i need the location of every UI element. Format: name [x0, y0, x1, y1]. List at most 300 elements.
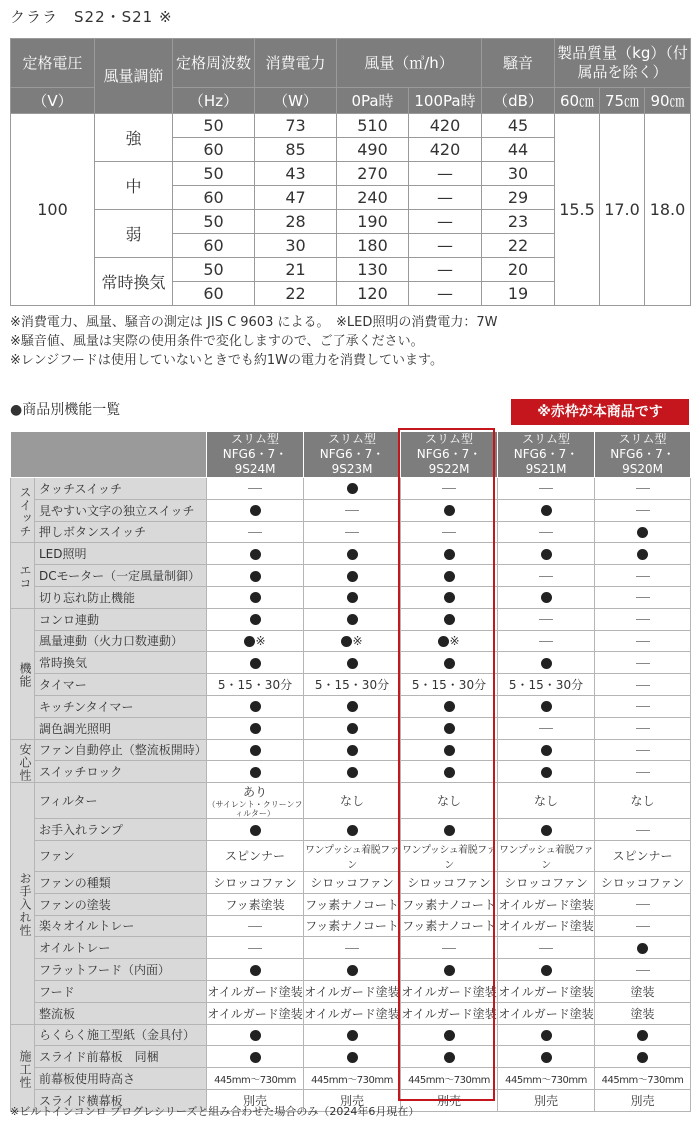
feature-row: [11, 565, 691, 587]
available-dot: [304, 819, 401, 841]
feature-value: [498, 915, 595, 937]
mode-weak: 弱: [95, 210, 173, 258]
feature-name: 見やすい文字の独立スイッチ: [35, 499, 207, 521]
feature-value-text: フッ素ナノコート: [305, 919, 399, 934]
feature-value-text: 445mm〜730mm: [311, 1075, 393, 1087]
feature-value: [595, 1002, 691, 1024]
available-dot: [207, 565, 304, 587]
feature-row: [11, 980, 691, 1002]
feature-value: [304, 1068, 401, 1090]
feature-value: [401, 840, 498, 871]
feature-value-text: 別売: [630, 1093, 655, 1108]
filled-dot-icon: [250, 549, 261, 560]
dash-icon: [636, 728, 650, 729]
feature-row: [11, 761, 691, 783]
available-dot: [207, 543, 304, 565]
dash-icon: [636, 904, 650, 905]
available-dot: [207, 1024, 304, 1046]
feature-name: キッチンタイマー: [35, 695, 207, 717]
feature-row: [11, 521, 691, 543]
header-weight: 製品質量（kg）（付属品を除く）: [555, 39, 691, 88]
unavailable-dash: [498, 565, 595, 587]
dash-icon: [539, 641, 553, 642]
feature-value-text: オイルガード塗装: [207, 1006, 303, 1021]
filled-dot-icon: [250, 825, 261, 836]
spec-notes: [10, 313, 498, 370]
feature-value: [498, 1089, 595, 1111]
feature-value-text: フッ素ナノコート: [402, 897, 496, 912]
feature-name: フラットフード（内面）: [35, 959, 207, 981]
feature-name: お手入れランプ: [35, 819, 207, 841]
feature-value-text: シロッコファン: [504, 875, 588, 890]
unavailable-dash: [401, 937, 498, 959]
model-type: スリム型: [424, 432, 473, 446]
unit-75cm: 75㎝: [600, 88, 645, 114]
feature-value: [498, 893, 595, 915]
available-dot: [401, 959, 498, 981]
available-dot: [304, 959, 401, 981]
available-dot: [207, 739, 304, 761]
feature-value: [401, 1002, 498, 1024]
dash-icon: [442, 488, 456, 489]
spec-cell: 50: [173, 210, 255, 234]
filled-dot-icon: [541, 1030, 552, 1041]
available-dot: [401, 499, 498, 521]
available-dot: [401, 739, 498, 761]
filled-dot-icon: [250, 1052, 261, 1063]
filled-dot-icon: [444, 592, 455, 603]
available-dot: [498, 761, 595, 783]
filled-dot-icon: [637, 1052, 648, 1063]
model-code: NFG6・7・9S23M: [319, 447, 385, 476]
feature-value: [498, 840, 595, 871]
feature-row: [11, 674, 691, 696]
feature-value-text: シロッコファン: [310, 875, 394, 890]
spec-cell: 510: [337, 114, 409, 138]
dash-icon: [345, 510, 359, 511]
filled-dot-icon: [444, 701, 455, 712]
feature-value: [207, 674, 304, 696]
feature-value-text: なし: [339, 794, 364, 809]
unit-db: （dB）: [482, 88, 555, 114]
feature-value: [595, 871, 691, 893]
dash-icon: [636, 663, 650, 664]
feature-value-text: オイルガード塗装: [304, 984, 400, 999]
spec-cell: 60: [173, 282, 255, 306]
filled-dot-icon: [250, 592, 261, 603]
feature-value-text: スピンナー: [612, 849, 673, 864]
dash-icon: [442, 948, 456, 949]
filled-dot-icon: [541, 745, 552, 756]
spec-table: [10, 38, 691, 306]
filled-dot-icon: [444, 965, 455, 976]
model-type: スリム型: [230, 432, 279, 446]
footnote-mark: ※: [449, 633, 460, 648]
feature-value: [207, 840, 304, 871]
available-dot: [304, 761, 401, 783]
feature-value-text: ワンプッシュ着脱ファン: [305, 844, 399, 871]
feature-value: [595, 1089, 691, 1111]
feature-value: [207, 893, 304, 915]
unit-v: （V）: [11, 88, 95, 114]
available-dot: [304, 695, 401, 717]
feature-row: [11, 652, 691, 674]
unavailable-dash: [595, 674, 691, 696]
current-product-badge: ※赤枠が本商品です: [511, 399, 689, 425]
filled-dot-icon: [541, 658, 552, 669]
unavailable-dash: [304, 937, 401, 959]
feature-value-text: 別売: [242, 1093, 267, 1108]
note-line: ※騒音値、風量は実際の使用条件で変化しますので、ご了承ください。: [10, 334, 424, 349]
unavailable-dash: [401, 478, 498, 500]
footnote-mark: ※: [352, 633, 363, 648]
available-dot: [401, 819, 498, 841]
unit-w: （W）: [255, 88, 337, 114]
category-label: 安心性: [11, 739, 35, 783]
mode-strong: 強: [95, 114, 173, 162]
feature-value-text: 445mm〜730mm: [601, 1075, 684, 1087]
feature-name: 調色調光照明: [35, 717, 207, 739]
feature-value-text: フッ素塗装: [225, 897, 285, 912]
available-dot: [304, 478, 401, 500]
feature-value: [207, 1002, 304, 1024]
feature-name: スイッチロック: [35, 761, 207, 783]
filled-dot-icon: [347, 745, 358, 756]
feature-row: [11, 1046, 691, 1068]
spec-cell: 190: [337, 210, 409, 234]
dash-icon: [539, 488, 553, 489]
filled-dot-icon: [444, 745, 455, 756]
available-dot: [207, 499, 304, 521]
available-dot: [498, 586, 595, 608]
spec-cell: 45: [482, 114, 555, 138]
feature-name: ファン: [35, 840, 207, 871]
feature-row: [11, 739, 691, 761]
available-dot: [304, 565, 401, 587]
filled-dot-icon: [541, 701, 552, 712]
available-dot: [401, 1046, 498, 1068]
available-dot: [498, 543, 595, 565]
spec-cell: 50: [173, 258, 255, 282]
feature-value: [304, 840, 401, 871]
feature-value-text: オイルガード塗装: [401, 984, 497, 999]
filled-dot-icon: [541, 1052, 552, 1063]
available-dot: [401, 695, 498, 717]
available-dot: [595, 1046, 691, 1068]
feature-row: [11, 783, 691, 819]
feature-value-text: 445mm〜730mm: [214, 1075, 296, 1087]
feature-value-text: シロッコファン: [213, 875, 297, 890]
filled-dot-icon: [444, 767, 455, 778]
feature-value: [304, 674, 401, 696]
feature-value: [498, 783, 595, 819]
filled-dot-icon: [250, 1030, 261, 1041]
dash-icon: [248, 488, 262, 489]
feature-row: [11, 717, 691, 739]
available-dot: [401, 761, 498, 783]
model-type: スリム型: [618, 432, 667, 446]
model-code: NFG6・7・9S22M: [416, 447, 482, 476]
header-noise: 騒音: [482, 39, 555, 88]
available-dot: [207, 630, 304, 652]
feature-value-text: なし: [436, 794, 461, 809]
feature-value: [207, 783, 304, 819]
feature-row: [11, 893, 691, 915]
unavailable-dash: [207, 478, 304, 500]
dash-icon: [539, 576, 553, 577]
feature-row: [11, 959, 691, 981]
feature-name: タッチスイッチ: [35, 478, 207, 500]
spec-cell: —: [409, 186, 482, 210]
available-dot: [304, 586, 401, 608]
dash-icon: [636, 706, 650, 707]
unavailable-dash: [595, 959, 691, 981]
model-header: [304, 432, 401, 478]
unavailable-dash: [304, 499, 401, 521]
filled-dot-icon: [250, 614, 261, 625]
available-dot: [207, 717, 304, 739]
unavailable-dash: [401, 521, 498, 543]
feature-value-text: シロッコファン: [407, 875, 491, 890]
unavailable-dash: [595, 608, 691, 630]
spec-cell: 28: [255, 210, 337, 234]
feature-value: [304, 893, 401, 915]
model-header: [595, 432, 691, 478]
filled-dot-icon: [347, 825, 358, 836]
spec-cell: —: [409, 210, 482, 234]
feature-value: [595, 1068, 691, 1090]
spec-cell: 30: [482, 162, 555, 186]
model-code: NFG6・7・9S21M: [513, 447, 579, 476]
feature-name: タイマー: [35, 674, 207, 696]
unavailable-dash: [595, 695, 691, 717]
feature-value-text: なし: [630, 794, 655, 809]
feature-value: [595, 980, 691, 1002]
dash-icon: [345, 532, 359, 533]
available-dot: [304, 652, 401, 674]
header-airflow: 風量（㎥/h）: [337, 39, 482, 88]
spec-cell: 240: [337, 186, 409, 210]
filled-dot-icon: [250, 965, 261, 976]
spec-cell: 420: [409, 114, 482, 138]
unavailable-dash: [207, 937, 304, 959]
spec-cell: 23: [482, 210, 555, 234]
mode-continuous: 常時換気: [95, 258, 173, 306]
spec-cell: 43: [255, 162, 337, 186]
feature-value-text: オイルガード塗装: [304, 1006, 400, 1021]
feature-value: [304, 783, 401, 819]
feature-value-text: なし: [533, 794, 558, 809]
available-dot: [498, 695, 595, 717]
feature-row: [11, 840, 691, 871]
feature-value-text: フッ素ナノコート: [402, 919, 496, 934]
weight-75: 17.0: [600, 114, 645, 306]
filled-dot-icon: [347, 483, 358, 494]
filled-dot-icon: [444, 825, 455, 836]
feature-value: [595, 783, 691, 819]
unavailable-dash: [498, 937, 595, 959]
spec-cell: 130: [337, 258, 409, 282]
unit-hz: （Hz）: [173, 88, 255, 114]
feature-name: コンロ連動: [35, 608, 207, 630]
available-dot: [207, 586, 304, 608]
feature-value: [401, 674, 498, 696]
filled-dot-icon: [347, 723, 358, 734]
spec-cell: 120: [337, 282, 409, 306]
feature-name: フード: [35, 980, 207, 1002]
filled-dot-icon: [541, 825, 552, 836]
note-line: ※レンジフードは使用していないときでも約1Wの電力を消費しています。: [10, 353, 443, 368]
dash-icon: [539, 532, 553, 533]
spec-cell: 30: [255, 234, 337, 258]
model-type: スリム型: [327, 432, 376, 446]
available-dot: [304, 717, 401, 739]
model-type: スリム型: [521, 432, 570, 446]
feature-value: [401, 915, 498, 937]
feature-row: [11, 630, 691, 652]
feature-value-text: オイルガード塗装: [498, 1006, 594, 1021]
available-dot: [304, 630, 401, 652]
weight-90: 18.0: [645, 114, 691, 306]
dash-icon: [636, 685, 650, 686]
feature-row: [11, 937, 691, 959]
spec-cell: 47: [255, 186, 337, 210]
available-dot: [498, 819, 595, 841]
available-dot: [207, 959, 304, 981]
feature-value: [401, 783, 498, 819]
spec-cell: 73: [255, 114, 337, 138]
spec-cell: 20: [482, 258, 555, 282]
feature-value-text: ワンプッシュ着脱ファン: [499, 844, 593, 871]
feature-value-text: オイルガード塗装: [498, 897, 594, 912]
spec-cell: 50: [173, 114, 255, 138]
available-dot: [498, 652, 595, 674]
spec-cell: 85: [255, 138, 337, 162]
note-line: ※消費電力、風量、騒音の測定は JIS C 9603 による。 ※LED照明の消費電力：7W: [10, 315, 498, 330]
category-label: 施工性: [11, 1024, 35, 1111]
feature-row: [11, 478, 691, 500]
available-dot: [595, 1024, 691, 1046]
category-label: お手入れ性: [11, 783, 35, 1024]
unavailable-dash: [595, 499, 691, 521]
feature-value-text: 5・15・30分: [217, 678, 293, 693]
feature-value: [304, 915, 401, 937]
filled-dot-icon: [444, 614, 455, 625]
feature-name: スライド横幕板: [35, 1089, 207, 1111]
category-label: エコ: [11, 543, 35, 608]
unavailable-dash: [595, 630, 691, 652]
feature-row: [11, 1002, 691, 1024]
spec-cell: 22: [255, 282, 337, 306]
filled-dot-icon: [444, 1030, 455, 1041]
available-dot: [401, 586, 498, 608]
unavailable-dash: [595, 565, 691, 587]
spec-cell: 60: [173, 138, 255, 162]
unavailable-dash: [595, 819, 691, 841]
dash-icon: [636, 576, 650, 577]
header-frequency: 定格周波数: [173, 39, 255, 88]
feature-value-text: フッ素ナノコート: [305, 897, 399, 912]
feature-value-text: オイルガード塗装: [401, 1006, 497, 1021]
model-code: NFG6・7・9S20M: [610, 447, 675, 476]
spec-cell: 420: [409, 138, 482, 162]
header-blank: [11, 432, 207, 478]
dash-icon: [636, 970, 650, 971]
feature-value-text: 塗装: [630, 984, 655, 999]
filled-dot-icon: [250, 723, 261, 734]
spec-cell: —: [409, 162, 482, 186]
feature-name: ファンの種類: [35, 871, 207, 893]
feature-row: [11, 915, 691, 937]
available-dot: [498, 499, 595, 521]
feature-name: 風量連動（火力口数連動）: [35, 630, 207, 652]
available-dot: [401, 565, 498, 587]
available-dot: [595, 937, 691, 959]
feature-value: [401, 980, 498, 1002]
voltage-value: 100: [11, 114, 95, 306]
filled-dot-icon: [637, 943, 648, 954]
unavailable-dash: [498, 630, 595, 652]
filled-dot-icon: [250, 658, 261, 669]
filled-dot-icon: [347, 767, 358, 778]
feature-value-text: ワンプッシュ着脱ファン: [402, 844, 496, 871]
section-title: ●商品別機能一覧: [10, 402, 121, 418]
spec-cell: 270: [337, 162, 409, 186]
unit-60cm: 60㎝: [555, 88, 600, 114]
spec-cell: 29: [482, 186, 555, 210]
header-power: 消費電力: [255, 39, 337, 88]
available-dot: [207, 761, 304, 783]
feature-value: [498, 980, 595, 1002]
filled-dot-icon: [250, 701, 261, 712]
feature-value-text: 塗装: [630, 1006, 655, 1021]
feature-name: 常時換気: [35, 652, 207, 674]
spec-cell: 50: [173, 162, 255, 186]
available-dot: [304, 608, 401, 630]
filled-dot-icon: [347, 549, 358, 560]
spec-cell: —: [409, 234, 482, 258]
feature-value-text: 別売: [533, 1093, 558, 1108]
unavailable-dash: [595, 739, 691, 761]
spec-cell: —: [409, 282, 482, 306]
feature-row: [11, 819, 691, 841]
filled-dot-icon: [250, 571, 261, 582]
feature-value-text: 445mm〜730mm: [505, 1075, 587, 1087]
feature-value: [401, 871, 498, 893]
feature-value: [304, 980, 401, 1002]
category-label: 機能: [11, 608, 35, 739]
unavailable-dash: [595, 478, 691, 500]
available-dot: [498, 1024, 595, 1046]
feature-name: フィルター: [35, 783, 207, 819]
filled-dot-icon: [347, 1052, 358, 1063]
unavailable-dash: [595, 652, 691, 674]
available-dot: [207, 695, 304, 717]
dash-icon: [248, 926, 262, 927]
feature-name: 整流板: [35, 1002, 207, 1024]
dash-icon: [248, 532, 262, 533]
filled-dot-icon: [541, 965, 552, 976]
feature-value: [498, 871, 595, 893]
feature-name: 楽々オイルトレー: [35, 915, 207, 937]
dash-icon: [636, 597, 650, 598]
feature-value-text: 445mm〜730mm: [408, 1075, 490, 1087]
filled-dot-icon: [341, 636, 352, 647]
dash-icon: [539, 619, 553, 620]
header-voltage: 定格電圧: [11, 39, 95, 88]
filled-dot-icon: [250, 745, 261, 756]
dash-icon: [636, 641, 650, 642]
